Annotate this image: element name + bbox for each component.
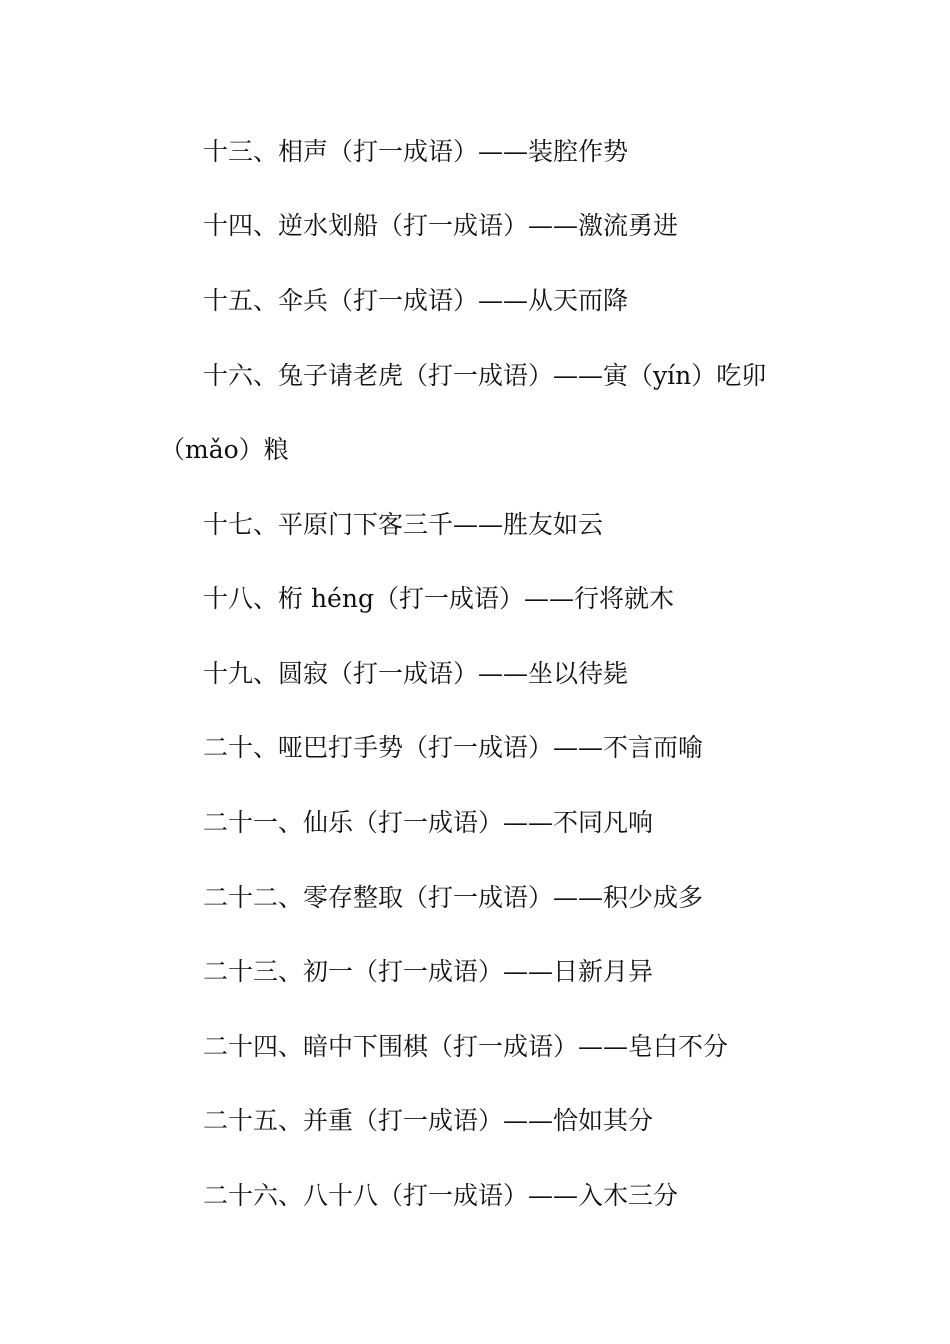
riddle-line-20: 二十、哑巴打手势（打一成语）——不言而喻 [203, 733, 704, 762]
riddle-line-18: 十八、桁 héng（打一成语）——行将就木 [203, 584, 674, 613]
riddle-line-24: 二十四、暗中下围棋（打一成语）——皂白不分 [203, 1032, 729, 1061]
riddle-line-17: 十七、平原门下客三千——胜友如云 [203, 510, 604, 539]
riddle-line-16: 十六、兔子请老虎（打一成语）——寅（yín）吃卯 [203, 361, 767, 390]
riddle-line-23: 二十三、初一（打一成语）——日新月异 [203, 957, 654, 986]
riddle-line-15: 十五、伞兵（打一成语）——从天而降 [203, 286, 629, 315]
riddle-line-19: 十九、圆寂（打一成语）——坐以待毙 [203, 659, 629, 688]
riddle-line-25: 二十五、并重（打一成语）——恰如其分 [203, 1106, 654, 1135]
riddle-line-13: 十三、相声（打一成语）——装腔作势 [203, 137, 629, 166]
riddle-line-21: 二十一、仙乐（打一成语）——不同凡响 [203, 808, 654, 837]
riddle-line-14: 十四、逆水划船（打一成语）——激流勇进 [203, 211, 679, 240]
riddle-line-16-continued: （mǎo）粮 [160, 435, 289, 464]
riddle-line-22: 二十二、零存整取（打一成语）——积少成多 [203, 883, 704, 912]
riddle-line-26: 二十六、八十八（打一成语）——入木三分 [203, 1181, 679, 1210]
